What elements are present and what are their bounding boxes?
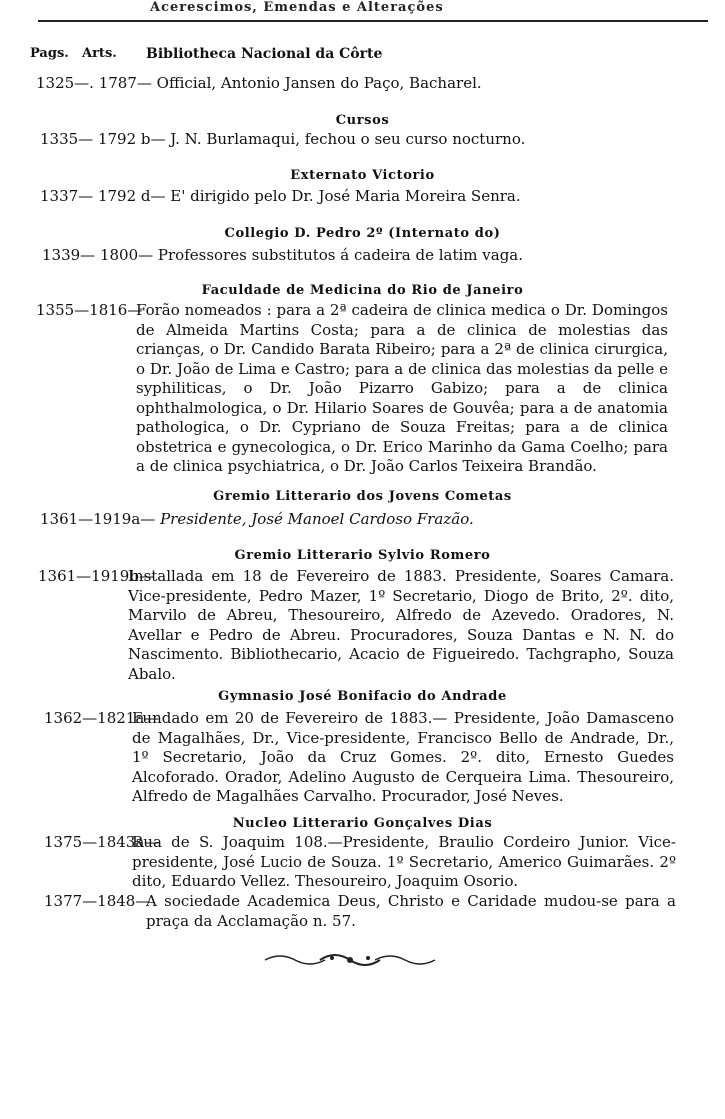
section-heading: Nucleo Litterario Gonçalves Dias xyxy=(232,816,493,831)
entry-reference: 1362—1821a— xyxy=(44,709,160,727)
section-heading: Collegio D. Pedro 2º (Internato do) xyxy=(224,226,501,241)
entry xyxy=(42,246,702,266)
entry-text: Rua de S. Joaquim 108.—Presidente, Braulio Cordeiro Junior. Vice-presidente, José Lucio de Souza. 1º Secretario, Americo Guimarães. 2º dito, Eduardo Vellez. Thesoureiro, Joaquim Osorio. xyxy=(132,833,676,890)
entry-reference: 1375—1843a— xyxy=(44,833,160,851)
entry-text: Official, Antonio Jansen do Paço, Bacharel. xyxy=(156,74,482,92)
section-heading: Gremio Litterario Sylvio Romero xyxy=(234,548,491,563)
entry xyxy=(40,187,700,207)
entry-text: Professores substitutos á cadeira de latim vaga. xyxy=(157,246,524,264)
entry-text: J. N. Burlamaqui, fechou o seu curso nocturno. xyxy=(170,130,526,148)
column-pags: Pags. xyxy=(30,46,69,61)
entry-reference: 1361—1919a— xyxy=(40,510,156,528)
entry-text: Installada em 18 de Fevereiro de 1883. Presidente, Soares Camara. Vice-presidente, Pedro Mazer, 1º Secretario, Diogo de Brito, 2º. dito, Marvilo de Abreu, Thesoureiro, Alfredo de Azevedo. Oradores, N. Avellar e Pedro de Abreu. Procuradores, Souza Dantas e N. N. do Nascimento. Bibliothecario, Acacio de Figueiredo. Tachgrapho, Souza Abalo. xyxy=(128,567,674,683)
entry-text: E' dirigido pelo Dr. José Maria Moreira Senra. xyxy=(170,187,521,205)
entry-reference: 1339— 1800— xyxy=(42,246,154,264)
entry xyxy=(40,510,700,530)
entry-reference: 1335— 1792 b— xyxy=(40,130,166,148)
column-header-row xyxy=(0,46,725,68)
section-heading: Bibliotheca Nacional da Côrte xyxy=(146,46,383,62)
entry-text: A sociedade Academica Deus, Christo e Caridade mudou-se para a praça da Acclamação n. 57. xyxy=(146,892,676,930)
header-rule xyxy=(38,20,708,22)
entry-reference: 1325—. 1787— xyxy=(36,74,152,92)
entry-reference: 1377—1848— xyxy=(44,892,151,910)
entry-reference: 1355—1816— xyxy=(36,301,143,319)
entry xyxy=(40,130,700,150)
running-header: Acerescimos, Emendas e Alterações xyxy=(150,0,444,15)
section-heading: Cursos xyxy=(335,113,390,128)
section-heading: Gymnasio José Bonifacio do Andrade xyxy=(218,689,507,704)
tailpiece-ornament xyxy=(260,948,440,970)
entry-text: Presidente, José Manoel Cardoso Frazão. xyxy=(160,510,474,528)
entry-reference: 1337— 1792 d— xyxy=(40,187,166,205)
entry-reference: 1361—1919b— xyxy=(38,567,154,585)
entry-text: Fundado em 20 de Fevereiro de 1883.— Presidente, João Damasceno de Magalhães, Dr., Vice-presidente, Francisco Bello de Andrade, Dr., 1º Secretario, João da Cruz Gomes. 2º. dito, Ernesto Guedes Alcoforado. Orador, Adelino Augusto de Cerqueira Lima. Thesoureiro, Alfredo de Magalhães Carvalho. Procurador, José Neves. xyxy=(132,709,674,805)
entry-text: Forão nomeados : para a 2ª cadeira de clinica medica o Dr. Domingos de Almeida Martins Costa; para a de clinica de molestias das crianças, o Dr. Candido Barata Ribeiro; para a 2ª de clinica cirurgica, o Dr. João de Lima e Castro; para a de clinica das molestias da pelle e syphiliticas, o Dr. João Pizarro Gabizo; para a de clinica ophthalmologica, o Dr. Hilario Soares de Gouvêa; para a de anatomia pathologica, o Dr. Cypriano de Souza Freitas; para a de clinica obstetrica e gynecologica, o Dr. Erico Marinho da Gama Coelho; para a de clinica psychiatrica, o Dr. João Carlos Teixeira Brandão. xyxy=(136,301,668,475)
section-heading: Externato Victorio xyxy=(290,168,435,183)
column-arts: Arts. xyxy=(82,46,117,61)
section-heading: Gremio Litterario dos Jovens Cometas xyxy=(213,489,512,504)
entry xyxy=(36,74,696,94)
section-heading: Faculdade de Medicina do Rio de Janeiro xyxy=(201,283,524,298)
